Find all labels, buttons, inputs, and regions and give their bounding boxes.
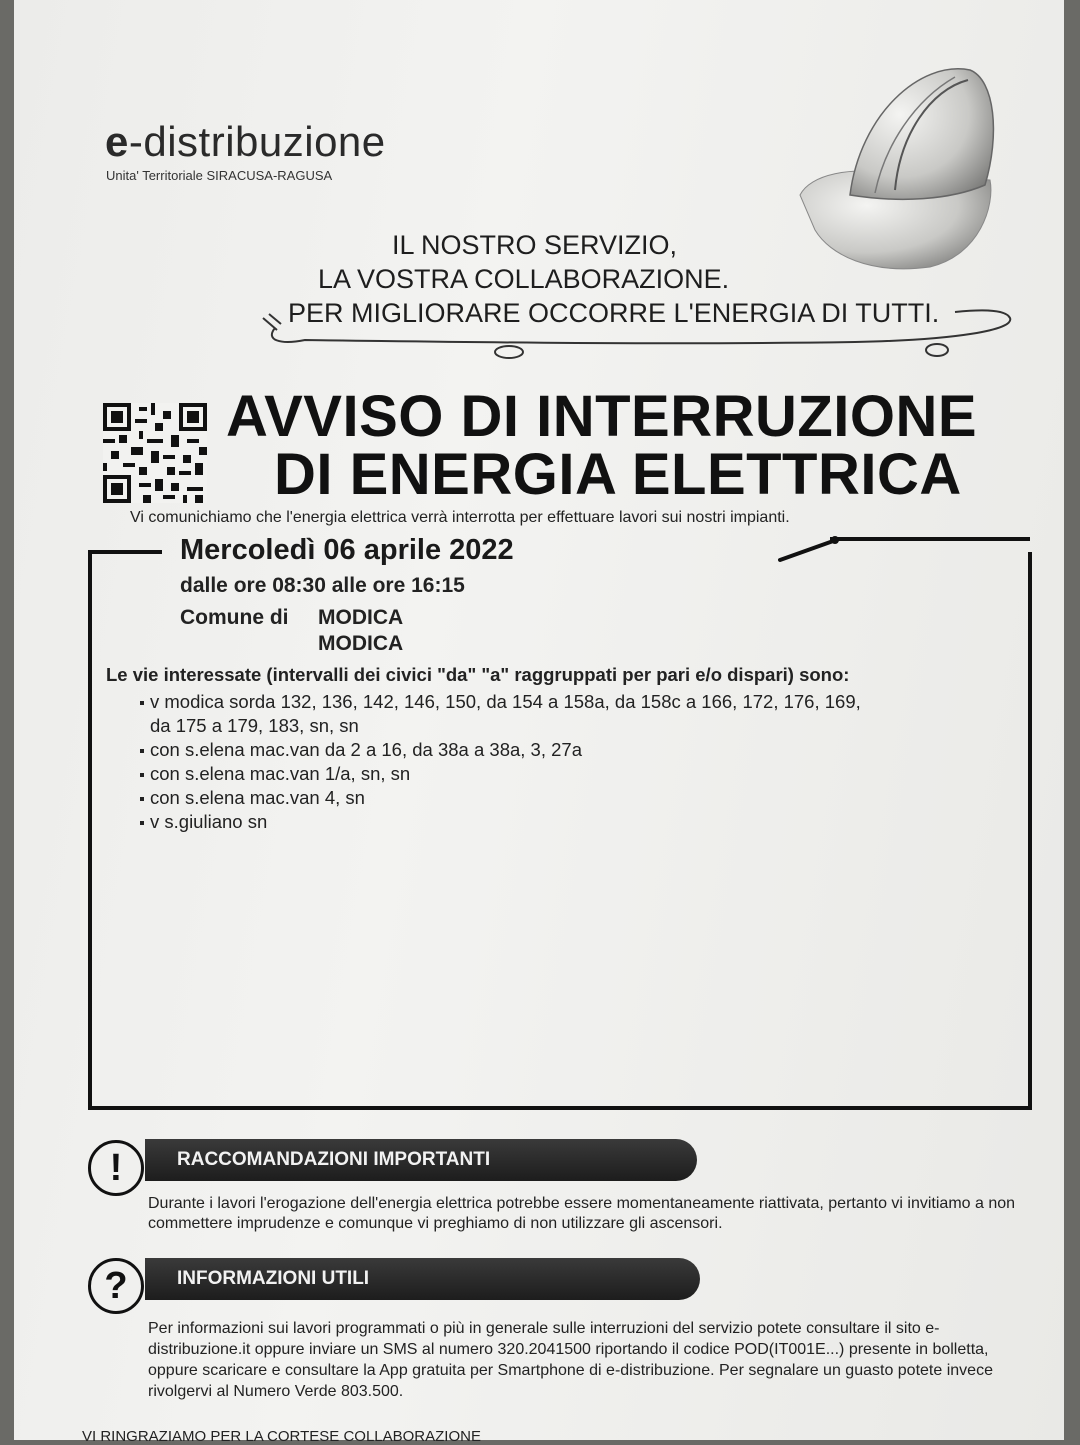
slogan-line-1: IL NOSTRO SERVIZIO, (392, 230, 678, 260)
frazione-value: MODICA (318, 632, 404, 655)
question-icon: ? (88, 1258, 144, 1314)
list-item: con s.elena mac.van 1/a, sn, sn (140, 762, 980, 786)
informazioni-header: INFORMAZIONI UTILI (145, 1258, 700, 1300)
comune-row (180, 606, 403, 630)
power-cord-decoration (255, 300, 1025, 365)
qr-code-icon (103, 403, 207, 503)
informazioni-text: Per informazioni sui lavori programmati o più in generale sulle interruzioni del servizio potete consultare il sito e-distribuzione.it oppure inviare un SMS al numero 320.2041500 riportando il codice POD(IT001E...) presente in bolletta, oppure scaricare e consultare la App gratuita per Smartphone di e-distribuzione. Per segnalare un guasto potete invece rivolgervi al Numero Verde 803.500. (148, 1320, 993, 1400)
raccomandazioni-text: Durante i lavori l'erogazione dell'energia elettrica potrebbe essere momentaneamente riattivata, pertanto vi invitiamo a non commettere imprudenze e comunque vi preghiamo di non utilizzare gli ascensori. (148, 1195, 1016, 1232)
list-item: con s.elena mac.van da 2 a 16, da 38a a 38a, 3, 27a (140, 738, 980, 762)
logo-text: -distribuzione (128, 118, 386, 165)
title-line-2: DI ENERGIA ELETTRICA (274, 442, 962, 507)
slogan-line-2: LA VOSTRA COLLABORAZIONE. (318, 264, 730, 294)
raccomandazioni-header: RACCOMANDAZIONI IMPORTANTI (145, 1139, 697, 1181)
footer-thanks: VI RINGRAZIAMO PER LA CORTESE COLLABORAZIONE (82, 1428, 481, 1445)
unit-label: Unita' Territoriale SIRACUSA-RAGUSA (106, 168, 333, 183)
page-title (226, 384, 978, 507)
list-item: v modica sorda 132, 136, 142, 146, 150, da 154 a 158a, da 158c a 166, 172, 176, 169, (140, 690, 980, 714)
brand-logo (105, 118, 386, 166)
intro-text: Vi comunichiamo che l'energia elettrica verrà interrotta per effettuare lavori sui nostri impianti. (130, 509, 790, 526)
interruption-hours: dalle ore 08:30 alle ore 16:15 (180, 574, 465, 597)
list-item: con s.elena mac.van 4, sn (140, 786, 980, 810)
interruption-date: Mercoledì 06 aprile 2022 (180, 534, 514, 566)
box-top-right-border (830, 537, 1030, 541)
list-item-continuation: da 175 a 179, 183, sn, sn (150, 715, 359, 736)
box-top-left-border (88, 550, 162, 554)
logo-e: e (105, 118, 129, 165)
pen-stroke-decoration (778, 530, 848, 566)
list-item: v s.giuliano sn (140, 810, 980, 834)
comune-label: Comune di (180, 606, 289, 629)
title-line-1: AVVISO DI INTERRUZIONE (226, 384, 978, 449)
comune-value: MODICA (318, 606, 404, 629)
streets-heading: Le vie interessate (intervalli dei civici "da" "a" raggruppati per pari e/o dispari) sono: (106, 664, 850, 685)
exclamation-icon: ! (88, 1140, 144, 1196)
slogan-line-3: PER MIGLIORARE OCCORRE L'ENERGIA DI TUTTI. (288, 298, 940, 328)
streets-list (140, 690, 980, 834)
